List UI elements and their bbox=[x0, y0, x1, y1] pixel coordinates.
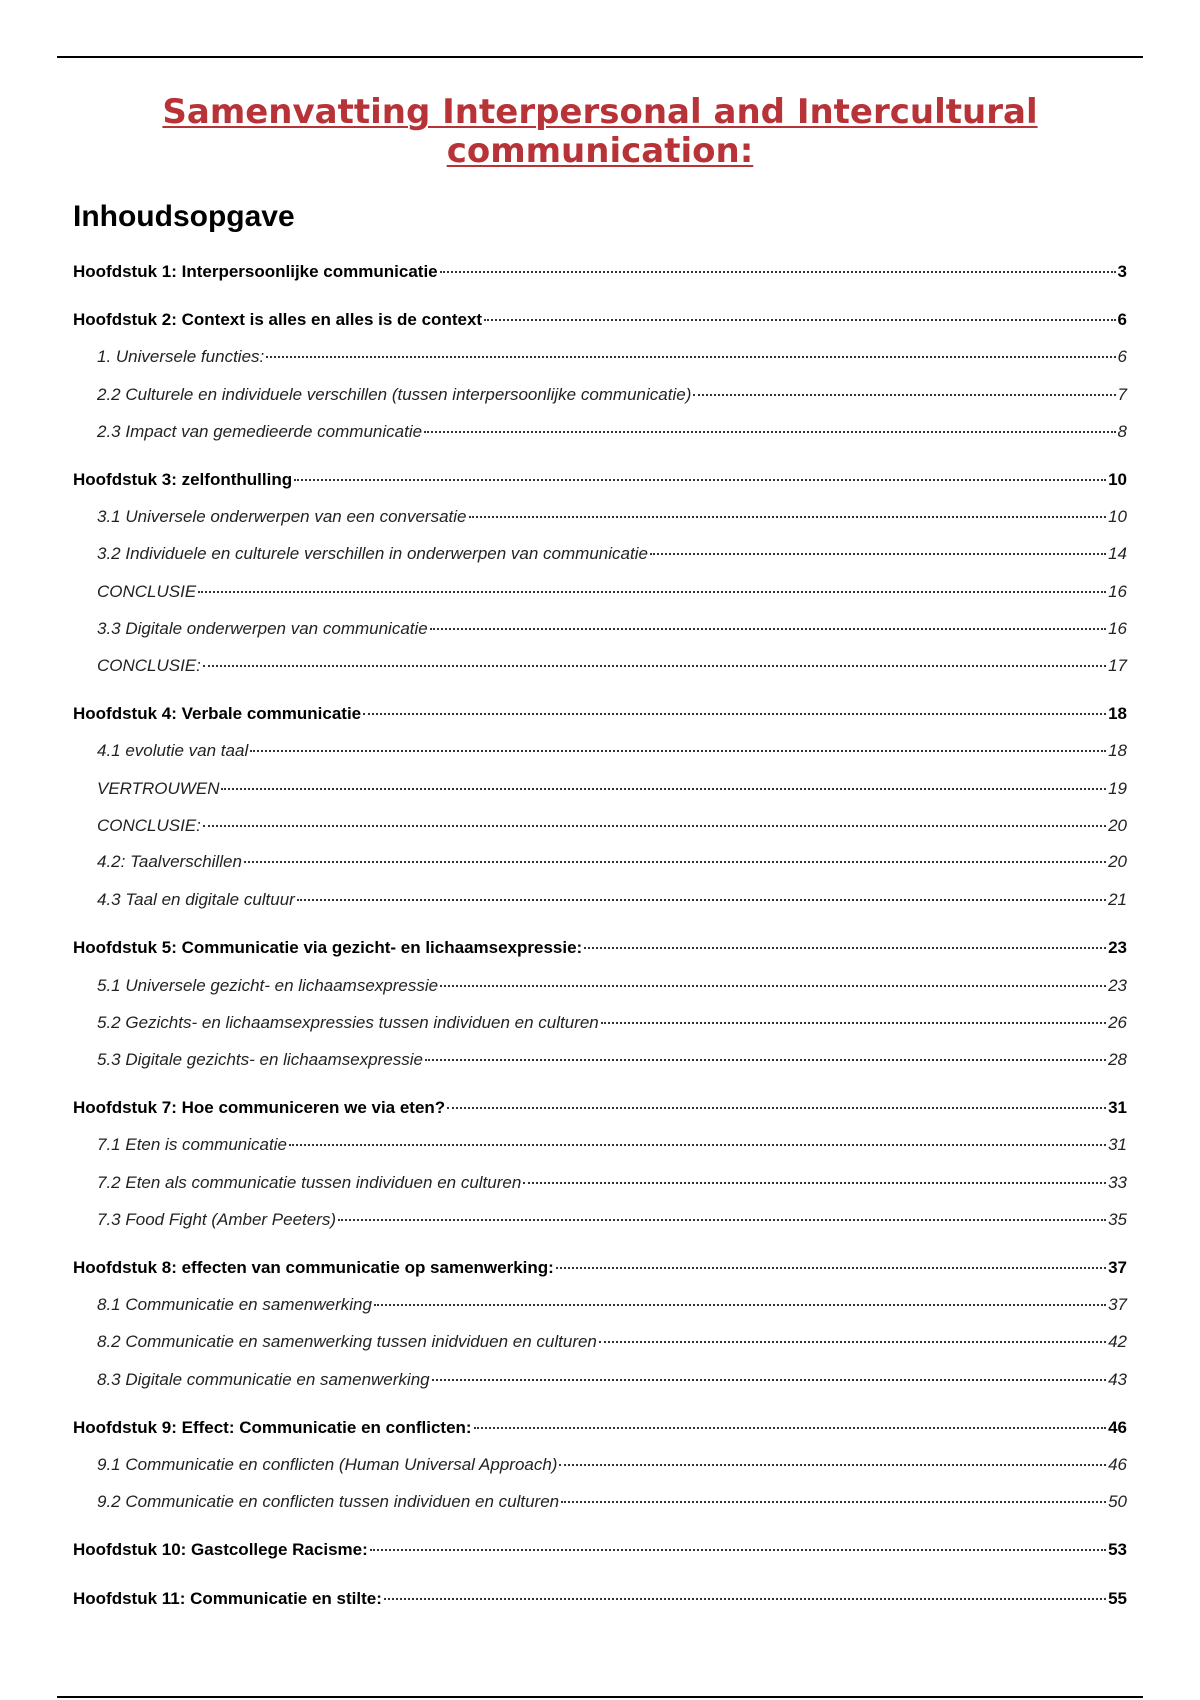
toc-dot-leader bbox=[203, 825, 1106, 827]
toc-dot-leader bbox=[556, 1267, 1106, 1269]
toc-page-number: 28 bbox=[1108, 1050, 1127, 1069]
toc-entry-text: 4.2: Taalverschillen bbox=[97, 852, 242, 871]
toc-dot-leader bbox=[601, 1022, 1106, 1024]
toc-chapter-entry[interactable] bbox=[73, 1098, 1127, 1118]
toc-section-entry[interactable] bbox=[97, 619, 1127, 639]
toc-dot-leader bbox=[338, 1219, 1106, 1221]
toc-entry-text: Hoofdstuk 7: Hoe communiceren we via eten? bbox=[73, 1098, 446, 1117]
toc-entry-text: Hoofdstuk 8: effecten van communicatie op samenwerking: bbox=[73, 1258, 554, 1277]
toc-page-number: 16 bbox=[1108, 619, 1127, 638]
toc-page-number: 31 bbox=[1108, 1135, 1127, 1154]
toc-entry-text: Hoofdstuk 2: Context is alles en alles is de context bbox=[73, 310, 483, 329]
toc-page-number: 53 bbox=[1108, 1540, 1127, 1559]
toc-entry-text: Hoofdstuk 1: Interpersoonlijke communicatie bbox=[73, 262, 438, 281]
toc-dot-leader bbox=[430, 628, 1106, 630]
toc-section-entry[interactable] bbox=[97, 816, 1127, 836]
toc-section-entry[interactable] bbox=[97, 1492, 1127, 1512]
toc-page-number: 46 bbox=[1108, 1455, 1127, 1474]
toc-section-entry[interactable] bbox=[97, 741, 1127, 761]
toc-page-number: 19 bbox=[1108, 779, 1127, 798]
toc-entry-text: 2.2 Culturele en individuele verschillen (tussen interpersoonlijke communicatie) bbox=[97, 385, 692, 404]
toc-dot-leader bbox=[484, 319, 1115, 321]
toc-section-entry[interactable] bbox=[97, 1050, 1127, 1070]
toc-dot-leader bbox=[599, 1341, 1106, 1343]
toc-entry-text: Hoofdstuk 3: zelfonthulling bbox=[73, 470, 293, 489]
toc-section-entry[interactable] bbox=[97, 1332, 1127, 1352]
toc-page-number: 55 bbox=[1108, 1589, 1127, 1608]
toc-chapter-entry[interactable] bbox=[73, 1258, 1127, 1278]
toc-dot-leader bbox=[266, 356, 1115, 358]
toc-dot-leader bbox=[425, 1059, 1106, 1061]
toc-dot-leader bbox=[474, 1427, 1106, 1429]
toc-page-number: 31 bbox=[1108, 1098, 1127, 1117]
toc-page-number: 8 bbox=[1117, 422, 1127, 441]
toc-page-number: 23 bbox=[1108, 976, 1127, 995]
toc-page-number: 6 bbox=[1117, 347, 1127, 366]
toc-section-entry[interactable] bbox=[97, 1173, 1127, 1193]
toc-page-number: 23 bbox=[1108, 938, 1127, 957]
toc-chapter-entry[interactable] bbox=[73, 470, 1127, 490]
toc-entry-text: 7.3 Food Fight (Amber Peeters) bbox=[97, 1210, 337, 1229]
toc-entry-text: 7.1 Eten is communicatie bbox=[97, 1135, 287, 1154]
toc-section-entry[interactable] bbox=[97, 422, 1127, 442]
toc-section-entry[interactable] bbox=[97, 582, 1127, 602]
toc-entry-text: VERTROUWEN bbox=[97, 779, 220, 798]
toc-entry-text: Hoofdstuk 10: Gastcollege Racisme: bbox=[73, 1540, 368, 1559]
toc-page-number: 10 bbox=[1108, 507, 1127, 526]
toc-dot-leader bbox=[424, 431, 1115, 433]
toc-section-entry[interactable] bbox=[97, 544, 1127, 564]
toc-dot-leader bbox=[244, 861, 1106, 863]
toc-page-number: 20 bbox=[1108, 852, 1127, 871]
document-title: Samenvatting Interpersonal and Intercultural communication: bbox=[162, 91, 1038, 171]
toc-section-entry[interactable] bbox=[97, 656, 1127, 676]
toc-section-entry[interactable] bbox=[97, 385, 1127, 405]
toc-entry-text: CONCLUSIE: bbox=[97, 816, 201, 835]
toc-chapter-entry[interactable] bbox=[73, 1589, 1127, 1609]
toc-page-number: 26 bbox=[1108, 1013, 1127, 1032]
toc-section-entry[interactable] bbox=[97, 347, 1127, 367]
toc-page-number: 6 bbox=[1117, 310, 1127, 329]
toc-page-number: 20 bbox=[1108, 816, 1127, 835]
toc-chapter-entry[interactable] bbox=[73, 938, 1127, 958]
toc-section-entry[interactable] bbox=[97, 976, 1127, 996]
toc-section-entry[interactable] bbox=[97, 1210, 1127, 1230]
toc-entry-text: CONCLUSIE: bbox=[97, 656, 201, 675]
toc-entry-text: 8.1 Communicatie en samenwerking bbox=[97, 1295, 372, 1314]
toc-section-entry[interactable] bbox=[97, 1455, 1127, 1475]
toc-entry-text: 8.2 Communicatie en samenwerking tussen inidviduen en culturen bbox=[97, 1332, 597, 1351]
toc-entry-text: 4.1 evolutie van taal bbox=[97, 741, 249, 760]
toc-chapter-entry[interactable] bbox=[73, 1540, 1127, 1560]
toc-page-number: 35 bbox=[1108, 1210, 1127, 1229]
toc-page-number: 3 bbox=[1117, 262, 1127, 281]
toc-entry-text: 4.3 Taal en digitale cultuur bbox=[97, 890, 295, 909]
toc-chapter-entry[interactable] bbox=[73, 262, 1127, 282]
toc-section-entry[interactable] bbox=[97, 1013, 1127, 1033]
toc-dot-leader bbox=[374, 1304, 1106, 1306]
toc-entry-text: Hoofdstuk 4: Verbale communicatie bbox=[73, 704, 362, 723]
toc-page-number: 46 bbox=[1108, 1418, 1127, 1437]
toc-page-number: 33 bbox=[1108, 1173, 1127, 1192]
toc-section-entry[interactable] bbox=[97, 1135, 1127, 1155]
toc-dot-leader bbox=[693, 394, 1115, 396]
toc-dot-leader bbox=[561, 1501, 1106, 1503]
toc-dot-leader bbox=[650, 553, 1106, 555]
toc-dot-leader bbox=[584, 947, 1106, 949]
toc-page-number: 50 bbox=[1108, 1492, 1127, 1511]
toc-dot-leader bbox=[198, 591, 1106, 593]
toc-page-number: 42 bbox=[1108, 1332, 1127, 1351]
toc-entry-text: 5.3 Digitale gezichts- en lichaamsexpressie bbox=[97, 1050, 423, 1069]
toc-page-number: 37 bbox=[1108, 1258, 1127, 1277]
toc-entry-text: 5.1 Universele gezicht- en lichaamsexpressie bbox=[97, 976, 439, 995]
toc-entry-text: Hoofdstuk 11: Communicatie en stilte: bbox=[73, 1589, 382, 1608]
toc-dot-leader bbox=[221, 788, 1106, 790]
toc-section-entry[interactable] bbox=[97, 779, 1127, 799]
toc-page-number: 17 bbox=[1108, 656, 1127, 675]
top-rule bbox=[57, 56, 1143, 58]
toc-chapter-entry[interactable] bbox=[73, 1418, 1127, 1438]
toc-entry-text: Hoofdstuk 5: Communicatie via gezicht- en lichaamsexpressie: bbox=[73, 938, 583, 957]
toc-page-number: 43 bbox=[1108, 1370, 1127, 1389]
toc-entry-text: 9.2 Communicatie en conflicten tussen individuen en culturen bbox=[97, 1492, 560, 1511]
toc-entry-text: Hoofdstuk 9: Effect: Communicatie en conflicten: bbox=[73, 1418, 472, 1437]
toc-dot-leader bbox=[297, 899, 1106, 901]
toc-page-number: 10 bbox=[1108, 470, 1127, 489]
bottom-rule bbox=[57, 1696, 1143, 1698]
toc-page-number: 14 bbox=[1108, 544, 1127, 563]
toc-section-entry[interactable] bbox=[97, 1370, 1127, 1390]
toc-dot-leader bbox=[440, 271, 1116, 273]
toc-dot-leader bbox=[384, 1598, 1106, 1600]
toc-page-number: 18 bbox=[1108, 704, 1127, 723]
toc-chapter-entry[interactable] bbox=[73, 704, 1127, 724]
toc-dot-leader bbox=[363, 713, 1106, 715]
toc-page-number: 37 bbox=[1108, 1295, 1127, 1314]
toc-dot-leader bbox=[203, 665, 1106, 667]
toc-entry-text: 9.1 Communicatie en conflicten (Human Universal Approach) bbox=[97, 1455, 558, 1474]
toc-section-entry[interactable] bbox=[97, 1295, 1127, 1315]
toc-section-entry[interactable] bbox=[97, 507, 1127, 527]
toc-page-number: 16 bbox=[1108, 582, 1127, 601]
toc-page-number: 18 bbox=[1108, 741, 1127, 760]
toc-entry-text: CONCLUSIE bbox=[97, 582, 197, 601]
toc-dot-leader bbox=[294, 479, 1106, 481]
toc-entry-text: 3.2 Individuele en culturele verschillen in onderwerpen van communicatie bbox=[97, 544, 648, 563]
toc-dot-leader bbox=[250, 750, 1106, 752]
toc-page-number: 21 bbox=[1108, 890, 1127, 909]
toc-page-number: 7 bbox=[1117, 385, 1127, 404]
toc-dot-leader bbox=[469, 516, 1107, 518]
toc-entry-text: 3.1 Universele onderwerpen van een conversatie bbox=[97, 507, 467, 526]
toc-dot-leader bbox=[559, 1464, 1106, 1466]
toc-dot-leader bbox=[447, 1107, 1106, 1109]
toc-dot-leader bbox=[523, 1182, 1106, 1184]
toc-entry-text: 7.2 Eten als communicatie tussen individuen en culturen bbox=[97, 1173, 522, 1192]
toc-section-entry[interactable] bbox=[97, 852, 1127, 872]
toc-dot-leader bbox=[440, 985, 1106, 987]
toc-dot-leader bbox=[432, 1379, 1106, 1381]
toc-entry-text: 5.2 Gezichts- en lichaamsexpressies tussen individuen en culturen bbox=[97, 1013, 599, 1032]
toc-entry-text: 3.3 Digitale onderwerpen van communicatie bbox=[97, 619, 428, 638]
toc-entry-text: 2.3 Impact van gemedieerde communicatie bbox=[97, 422, 423, 441]
toc-section-entry[interactable] bbox=[97, 890, 1127, 910]
toc-entry-text: 8.3 Digitale communicatie en samenwerking bbox=[97, 1370, 430, 1389]
toc-heading: Inhoudsopgave bbox=[73, 200, 295, 233]
toc-chapter-entry[interactable] bbox=[73, 310, 1127, 330]
toc-dot-leader bbox=[370, 1549, 1106, 1551]
toc-dot-leader bbox=[289, 1144, 1106, 1146]
toc-entry-text: 1. Universele functies: bbox=[97, 347, 265, 366]
